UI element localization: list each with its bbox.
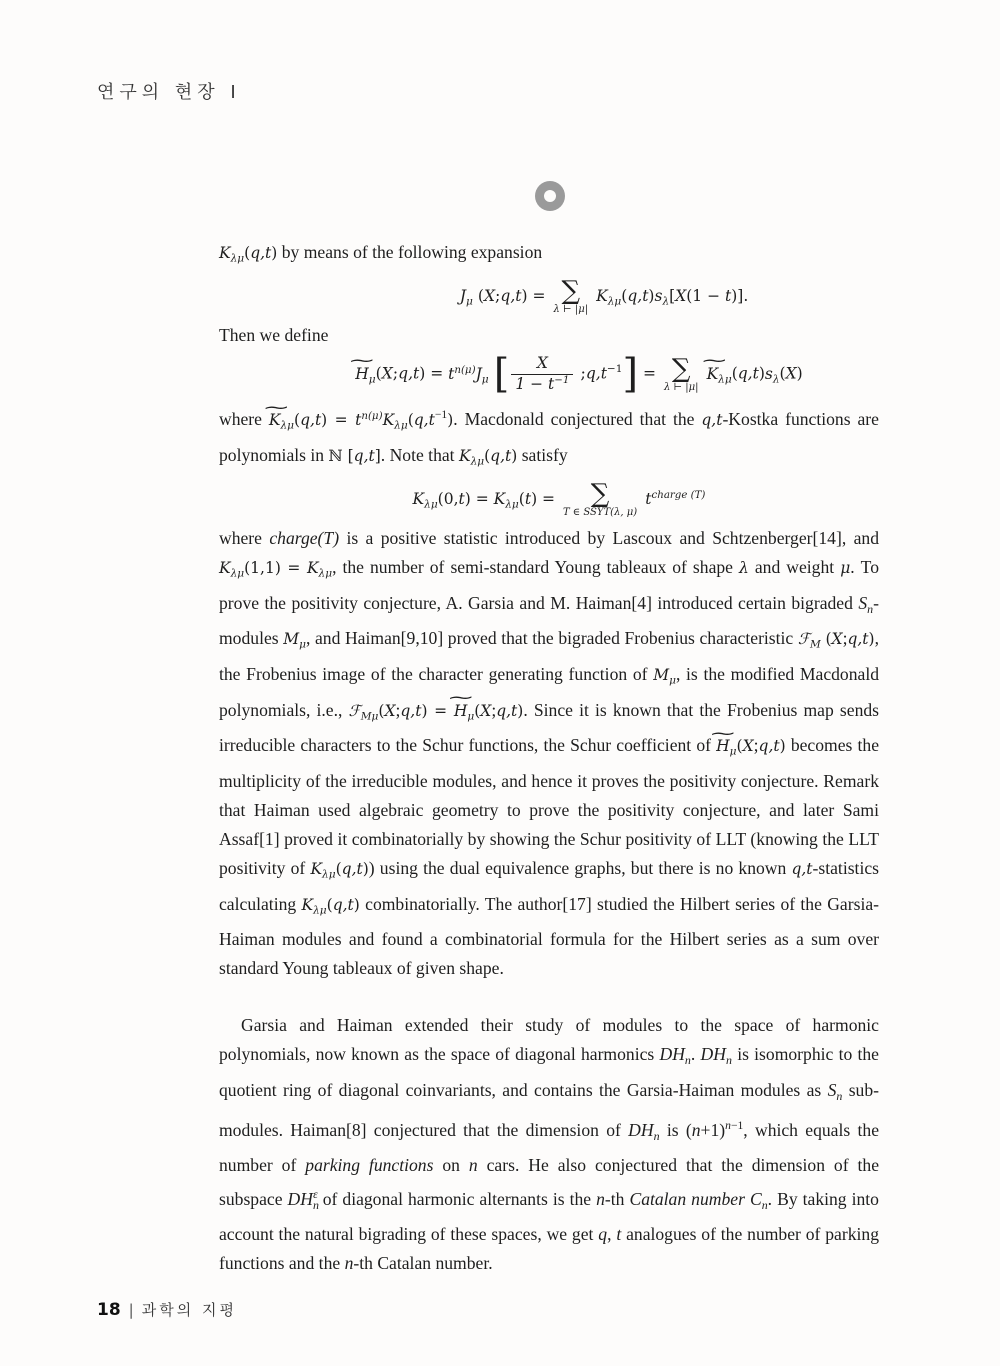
intro-line: $K_{\lambda\mu}(q,t)$ by means of the following expansion: [219, 242, 543, 265]
running-head: 연구의 현장 I: [97, 82, 241, 103]
footer-separator: |: [128, 1301, 134, 1319]
page-number: 18: [97, 1300, 121, 1320]
equation-hmu: ~ $H_\mu(X;q,t) = t^{n(\mu)}J_\mu$ [ $\frac{X}{1 - t^{-1}}$ $;q,t^{-1}$] = ∑ λ ⊢ |μ| ~ $K_{\lambda\mu}(q,t)s_\lambda(X)$: [219, 354, 879, 394]
then-line: Then we define: [219, 325, 329, 346]
para1-part2: where charge(T) is a positive statistic introduced by Lascoux and Schtzenberger[14], and $K_{\lambda\mu}(1,1) = K_{\lambda\mu}$, the number of semi-standard Young tableaux of shape λ and weight μ. To prove the positivity conjecture, A. Garsia and M. Haiman[4] introduced certain bigraded $S_n$-modules $M_\mu$, and Haiman[9,10] proved that the bigraded Frobenius characteristic ℱ$_M$ (X;q,t), the Frobenius image of the character generating function of $M_\mu$, is the modified Macdonald polynomials, i.e., ℱ$_{M\mu}$(X;q,t) = ~ $H_\mu(X;q,t)$. Since it is known that the Frobenius map sends irreducible characters to the Schur functions, the Schur coefficient of ~ $H_\mu(X;q,t)$ becomes the multiplicity of the irreducible modules, and hence it proves the positivity conjecture. Remark that Haiman used algebraic geometry to prove the positivity conjecture, and later Sami Assaf[1] proved it combinatorially by showing the Schur positivity of LLT (knowing the LLT positivity of $K_{\lambda\mu}(q,t)$) using the dual equivalence graphs, but there is no known q,t-statistics calculating $K_{\lambda\mu}(q,t)$ combinatorially. The author[17] studied the Hilbert series of the Garsia-Haiman modules and found a combinatorial formula for the Hilbert series as a sum over standard Young tableaux of given shape.: [219, 524, 879, 983]
para1-part1: where ~ $K_{\lambda\mu}(q,t) = t^{n(\mu)}K_{\lambda\mu}(q,t^{-1})$. Macdonald conjectured that the q,t-Kostka functions are polynomials in ℕ [q,t]. Note that $K_{\lambda\mu}(q,t)$ satisfy: [219, 400, 879, 476]
equation-charge: $K_{\lambda\mu}(0,t) = K_{\lambda\mu}(t)$ = ∑ T ∈ SSYT(λ, μ) $t^{charge (T)}$: [412, 478, 706, 518]
main-text: [219, 238, 879, 1278]
page-footer: [97, 1299, 237, 1320]
equation-jmu: $J_\mu$ (X;q,t) = ∑ λ ⊢ |μ| $K_{\lambda\mu}(q,t)s_\lambda[X(1 - t)]$.: [459, 275, 749, 315]
para2: Garsia and Haiman extended their study of modules to the space of harmonic polynomials, now known as the space of diagonal harmonics $DH_n$. $DH_n$ is isomorphic to the quotient ring of diagonal coinvariants, and contains the Garsia-Haiman modules as $S_n$ sub-modules. Haiman[8] conjectured that the dimension of $DH_n$ is $(n+1)^{n-1}$, which equals the number of parking functions on n cars. He also conjectured that the dimension of the subspace $DH_n^\varepsilon$ of diagonal harmonic alternants is the n-th Catalan number $C_n$. By taking into account the natural bigrading of these spaces, we get q, t analogues of the number of parking functions and the n-th Catalan number.: [219, 1015, 880, 1274]
journal-title: 과학의 지평: [141, 1301, 237, 1319]
section-ornament: [535, 181, 565, 211]
